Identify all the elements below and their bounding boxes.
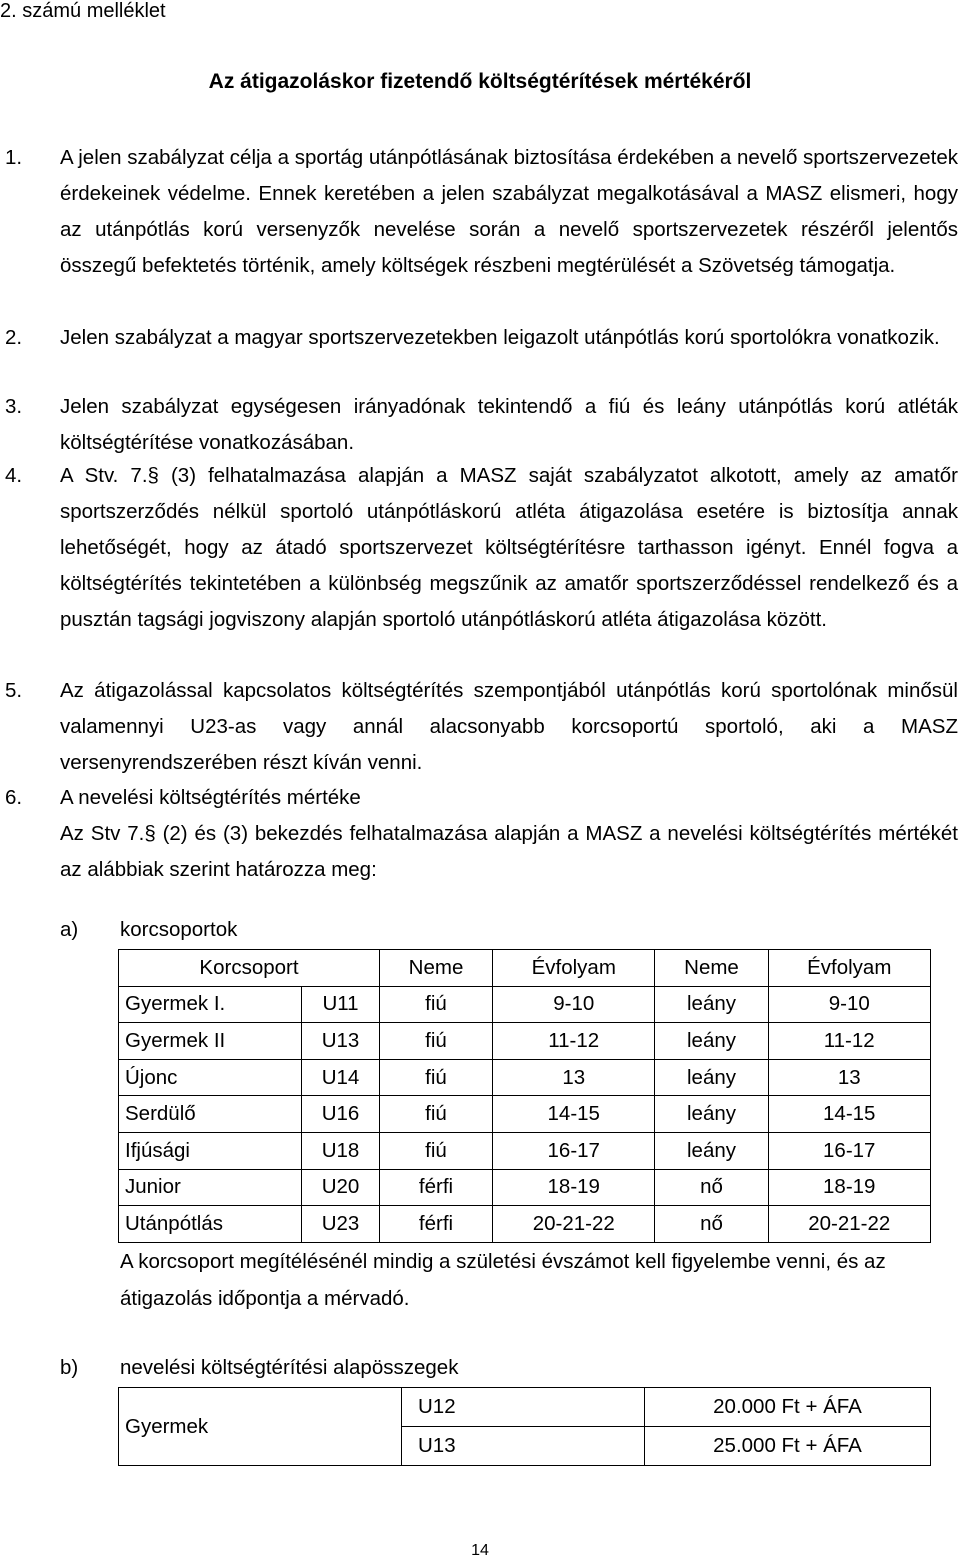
table-cell: fiú (380, 986, 493, 1023)
table-cell: U11 (302, 986, 380, 1023)
item-number: 4. (5, 464, 23, 487)
table-cell: 14-15 (493, 1096, 655, 1133)
table-cell: U18 (302, 1132, 380, 1169)
table-cell: 13 (493, 1059, 655, 1096)
header-cell: Évfolyam (493, 950, 655, 987)
table-cell: fiú (380, 1096, 493, 1133)
table-cell: U12 (402, 1388, 645, 1427)
table-header-row (119, 950, 931, 987)
age-group-table (118, 949, 931, 1243)
item-heading: A nevelési költségtérítés mértéke (60, 786, 361, 809)
table-cell: 9-10 (493, 986, 655, 1023)
table-cell: 11-12 (493, 1023, 655, 1060)
header-cell: Neme (655, 950, 768, 987)
table-cell: 20.000 Ft + ÁFA (645, 1388, 931, 1427)
item-number: 2. (5, 326, 23, 349)
table-cell: Utánpótlás (119, 1206, 302, 1243)
table-cell: 9-10 (768, 986, 931, 1023)
table-cell: 18-19 (768, 1169, 931, 1206)
table-cell: 18-19 (493, 1169, 655, 1206)
table-row (119, 1132, 931, 1169)
table-cell: U16 (302, 1096, 380, 1133)
table-row (119, 1206, 931, 1243)
table-cell: U20 (302, 1169, 380, 1206)
table-cell-group: Gyermek (119, 1388, 402, 1466)
item-text: Jelen szabályzat egységesen irányadónak tekintendő a fiú és leány utánpótlás korú atléták költségtérítése vonatkozásában. (60, 395, 958, 454)
table-cell: fiú (380, 1059, 493, 1096)
item-text: Az Stv 7.§ (2) és (3) bekezdés felhatalmazása alapján a MASZ a nevelési költségtérítés mértékét az alábbiak szerint határozza meg: (60, 822, 958, 881)
table-cell: U23 (302, 1206, 380, 1243)
item-text: A jelen szabályzat célja a sportág utánpótlásának biztosítása érdekében a nevelő sportszervezetek érdekeinek védelme. Ennek keretében a jelen szabályzat megalkotásával a MASZ elismeri, hogy az utánpótlás korú versenyzők nevelése során a nevelő sportszervezetek részéről jelentős összegű befektetés történik, amely költségek részbeni megtérülését a Szövetség támogatja. (60, 146, 958, 277)
table-cell: 16-17 (493, 1132, 655, 1169)
table-cell: leány (655, 1096, 768, 1133)
table-cell: U14 (302, 1059, 380, 1096)
table-cell: leány (655, 1132, 768, 1169)
document-title: Az átigazoláskor fizetendő költségtérítések mértékéről (208, 70, 752, 93)
table-row (119, 1059, 931, 1096)
annex-heading: 2. számú melléklet (0, 0, 166, 22)
table-cell: fiú (380, 1132, 493, 1169)
page-number: 14 (471, 1542, 489, 1559)
fee-table (118, 1387, 931, 1466)
item-number: 5. (5, 679, 23, 702)
table-cell: 13 (768, 1059, 931, 1096)
table-cell: Gyermek II (119, 1023, 302, 1060)
table-cell: leány (655, 986, 768, 1023)
section-a-label: a) (60, 918, 79, 941)
table-cell: 20-21-22 (768, 1206, 931, 1243)
table-cell: 11-12 (768, 1023, 931, 1060)
item-text: A Stv. 7.§ (3) felhatalmazása alapján a MASZ saját szabályzatot alkotott, amely az amatőr sportszerződés nélkül sportoló utánpótláskorú atléta átigazolása esetére is biztosítja annak lehetőségét, hogy az átadó sportszervezet költségtérítésre tarthasson igényt. Ennél fogva a költségtérítés tekintetében a különbség megszűnik az amatőr sportszerződéssel rendelkező és a pusztán tagsági jogviszony alapján sportoló utánpótláskorú atléta átigazolása között. (60, 464, 958, 631)
item-text: Jelen szabályzat a magyar sportszervezetekben leigazolt utánpótlás korú sportolókra vonatkozik. (60, 326, 940, 349)
table-cell: Junior (119, 1169, 302, 1206)
item-number: 3. (5, 395, 23, 418)
table-cell: 25.000 Ft + ÁFA (645, 1427, 931, 1466)
table-cell: férfi (380, 1206, 493, 1243)
section-b-title: nevelési költségtérítési alapösszegek (120, 1356, 459, 1379)
table-cell: 20-21-22 (493, 1206, 655, 1243)
table-cell: férfi (380, 1169, 493, 1206)
table-cell: U13 (402, 1427, 645, 1466)
section-b-label: b) (60, 1356, 79, 1379)
table-row (119, 1096, 931, 1133)
header-cell: Neme (380, 950, 493, 987)
table-cell: nő (655, 1206, 768, 1243)
table-cell: 16-17 (768, 1132, 931, 1169)
item-number: 6. (5, 786, 23, 809)
item-text: Az átigazolással kapcsolatos költségtérítés szempontjából utánpótlás korú sportolónak minősül valamennyi U23-as vagy annál alacsonyabb korcsoportú sportoló, aki a MASZ versenyrendszerében részt kíván venni. (60, 679, 958, 774)
table-row (119, 1388, 931, 1427)
table-cell: nő (655, 1169, 768, 1206)
table-cell: U13 (302, 1023, 380, 1060)
table-cell: leány (655, 1059, 768, 1096)
table-cell: leány (655, 1023, 768, 1060)
section-a-title: korcsoportok (120, 918, 238, 941)
header-cell: Korcsoport (119, 950, 380, 987)
age-group-note: A korcsoport megítélésénél mindig a születési évszámot kell figyelembe venni, és az átigazolás időpontja a mérvadó. (120, 1250, 886, 1310)
table-cell: 14-15 (768, 1096, 931, 1133)
table-row (119, 1169, 931, 1206)
table-cell: Újonc (119, 1059, 302, 1096)
header-cell: Évfolyam (768, 950, 931, 987)
item-number: 1. (5, 146, 23, 169)
table-cell: fiú (380, 1023, 493, 1060)
table-row (119, 1023, 931, 1060)
table-cell: Ifjúsági (119, 1132, 302, 1169)
table-cell: Serdülő (119, 1096, 302, 1133)
table-row (119, 986, 931, 1023)
table-cell: Gyermek I. (119, 986, 302, 1023)
